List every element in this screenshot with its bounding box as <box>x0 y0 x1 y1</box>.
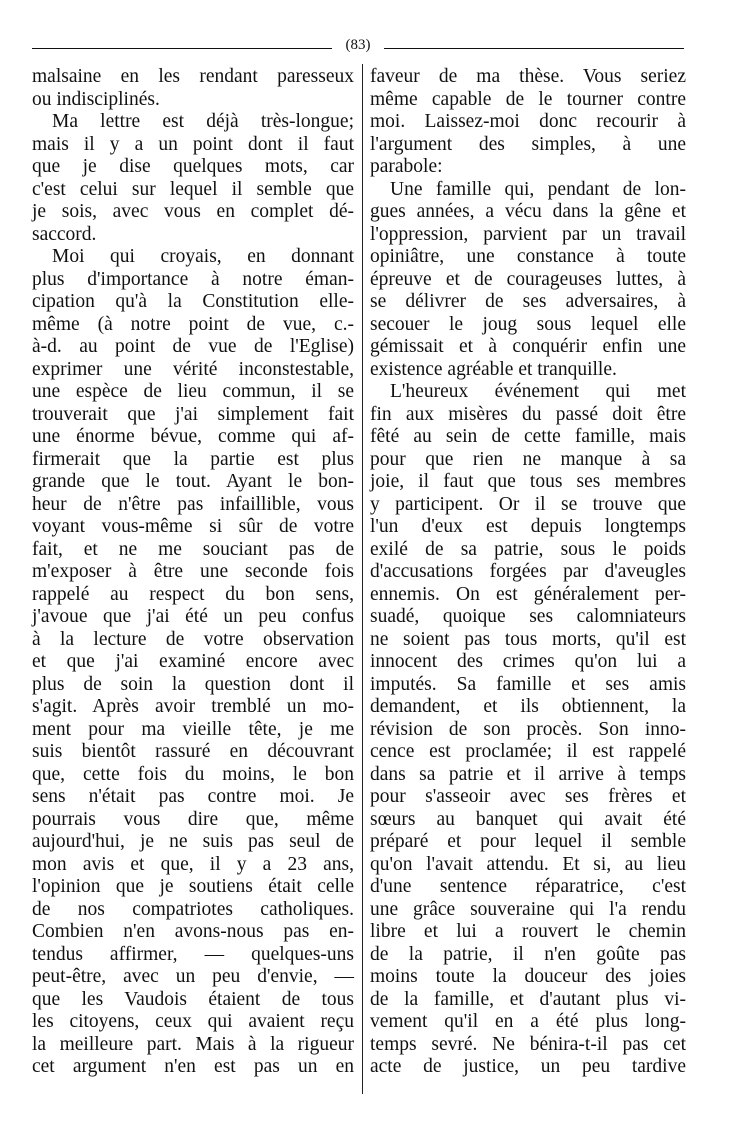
right-column <box>370 66 686 1079</box>
text-line: de nos compatriotes catholiques. <box>32 898 354 920</box>
text-line: pour que rien ne manque à sa <box>370 448 686 470</box>
text-line: fait, et ne me souciant pas de <box>32 538 354 560</box>
text-line: épreuve et de courageuses luttes, à <box>370 268 686 290</box>
text-line: acte de justice, un peu tardive <box>370 1056 686 1077</box>
text-line: révision de son procès. Son inno- <box>370 718 686 740</box>
text-line: d'accusations forgées par d'aveugles <box>370 561 686 582</box>
text-line: à-d. au point de vue de l'Eglise) <box>32 336 354 357</box>
text-line: c'est celui sur lequel il semble que <box>32 178 354 200</box>
text-line: moins toute la douceur des joies <box>370 966 686 987</box>
header-rule-left <box>32 48 332 49</box>
text-line: cence est proclamée; il est rappelé <box>370 741 686 762</box>
text-line: je sois, avec vous en complet dé- <box>32 201 354 222</box>
text-line: Une famille qui, pendant de lon- <box>390 178 686 200</box>
text-line: firmerait que la partie est plus <box>32 448 354 470</box>
text-line: mais il y a un point dont il faut <box>32 133 354 155</box>
text-line: dans sa patrie et il arrive à temps <box>370 763 686 785</box>
text-line: mon avis et que, il y a 23 ans, <box>32 853 354 875</box>
text-line: libre et lui a rouvert le chemin <box>370 921 686 942</box>
text-line: les citoyens, ceux qui avaient reçu <box>32 1011 354 1032</box>
text-line: rappelé au respect du bon sens, <box>32 583 354 605</box>
text-line: grande que le tout. Ayant le bon- <box>32 471 354 492</box>
column-divider <box>362 64 363 1094</box>
text-line: moi. Laissez-moi donc recourir à <box>370 111 686 132</box>
text-line: tendus affirmer, — quelques-uns <box>32 943 354 965</box>
text-line: existence agréable et tranquille. <box>370 358 617 380</box>
page-header <box>32 34 684 54</box>
text-line: de la patrie, il n'en goûte pas <box>370 943 686 965</box>
text-line: exprimer une vérité inconstestable, <box>32 358 354 380</box>
header-rule-right <box>384 48 684 49</box>
text-line: que les Vaudois étaient de tous <box>32 988 354 1010</box>
text-line: s'agit. Après avoir tremblé un mo- <box>32 696 354 717</box>
text-line: la meilleure part. Mais à la rigueur <box>32 1033 354 1055</box>
text-line: aujourd'hui, je ne suis pas seul de <box>32 831 354 852</box>
text-line: se délivrer de ses adversaires, à <box>370 291 686 312</box>
text-line: gues années, a vécu dans la gêne et <box>370 201 686 222</box>
text-line: Combien n'en avons-nous pas en- <box>32 921 354 942</box>
text-line: L'heureux événement qui met <box>390 381 686 402</box>
text-line: cet argument n'en est pas un en <box>32 1056 354 1077</box>
text-line: qu'on l'avait attendu. Et si, au lieu <box>370 853 686 875</box>
text-line: Ma lettre est déjà très-longue; <box>52 111 354 132</box>
text-line: pour s'asseoir avec ses frères et <box>370 786 686 807</box>
text-line: plus de soin la question dont il <box>32 673 354 695</box>
text-line: gémissait et à conquérir enfin une <box>370 336 686 357</box>
text-line: de la famille, et d'autant plus vi- <box>370 988 686 1010</box>
text-line: sœurs au banquet qui avait été <box>370 808 686 830</box>
text-line: vement qu'il en a été plus long- <box>370 1011 686 1032</box>
text-line: temps sevré. Ne bénira-t-il pas cet <box>370 1033 686 1055</box>
text-line: et que j'ai examiné encore avec <box>32 651 354 672</box>
text-line: une espèce de lieu commun, il se <box>32 381 354 402</box>
text-line: préparé et pour lequel il semble <box>370 831 686 852</box>
text-line: une grâce souveraine qui l'a rendu <box>370 898 686 920</box>
text-line: suis bientôt rassuré en découvrant <box>32 741 354 762</box>
text-line: exilé de sa patrie, sous le poids <box>370 538 686 560</box>
text-line: d'une sentence réparatrice, c'est <box>370 876 686 897</box>
text-line: heur de n'être pas infaillible, vous <box>32 493 354 515</box>
text-line: même capable de le tourner contre <box>370 88 686 110</box>
text-line: fêté au sein de cette famille, mais <box>370 426 686 447</box>
text-line: j'avoue que j'ai été un peu confus <box>32 606 354 627</box>
text-line: joie, il faut que tous ses membres <box>370 471 686 492</box>
text-line: m'exposer à être une seconde fois <box>32 561 354 582</box>
text-line: sens n'était pas contre moi. Je <box>32 786 354 807</box>
text-line: l'opinion que je soutiens était celle <box>32 876 354 897</box>
text-line: peut-être, avec un peu d'envie, — <box>32 966 354 987</box>
text-line: pourrais vous dire que, même <box>32 808 354 830</box>
text-line: que, cette fois du moins, le bon <box>32 763 354 785</box>
text-line: opiniâtre, une constance à toute <box>370 246 686 267</box>
text-line: ou indisciplinés. <box>32 88 160 110</box>
text-line: plus d'importance à notre éman- <box>32 268 354 290</box>
text-line: parabole: <box>370 156 443 177</box>
text-line: Moi qui croyais, en donnant <box>52 246 354 267</box>
text-line: ennemis. On est généralement per- <box>370 583 686 605</box>
text-line: même (à notre point de vue, c.- <box>32 313 354 335</box>
left-column <box>32 66 354 1079</box>
text-line: faveur de ma thèse. Vous seriez <box>370 66 686 87</box>
text-line: trouverait que j'ai simplement fait <box>32 403 354 425</box>
text-line: une énorme bévue, comme qui af- <box>32 426 354 447</box>
text-line: malsaine en les rendant paresseux <box>32 66 354 87</box>
text-line: à la lecture de votre observation <box>32 628 354 650</box>
page-number: (83) <box>345 37 371 53</box>
text-line: demandent, et ils obtiennent, la <box>370 696 686 717</box>
text-line: y participent. Or il se trouve que <box>370 493 686 515</box>
text-line: innocent des crimes qu'on lui a <box>370 651 686 672</box>
text-line: que je dise quelques mots, car <box>32 156 354 177</box>
text-line: secouer le joug sous lequel elle <box>370 313 686 335</box>
text-line: l'un d'eux est depuis longtemps <box>370 516 686 537</box>
text-line: ment pour ma vieille tête, je me <box>32 718 354 740</box>
text-line: ne soient pas tous morts, qu'il est <box>370 628 686 650</box>
text-line: cipation qu'à la Constitution elle- <box>32 291 354 312</box>
text-line: imputés. Sa famille et ses amis <box>370 673 686 695</box>
text-line: l'argument des simples, à une <box>370 133 686 155</box>
text-line: saccord. <box>32 223 97 245</box>
text-line: voyant vous-même si sûr de votre <box>32 516 354 537</box>
text-line: fin aux misères du passé doit être <box>370 403 686 425</box>
text-line: suadé, quoique ses calomniateurs <box>370 606 686 627</box>
text-line: l'oppression, parvient par un travail <box>370 223 686 245</box>
